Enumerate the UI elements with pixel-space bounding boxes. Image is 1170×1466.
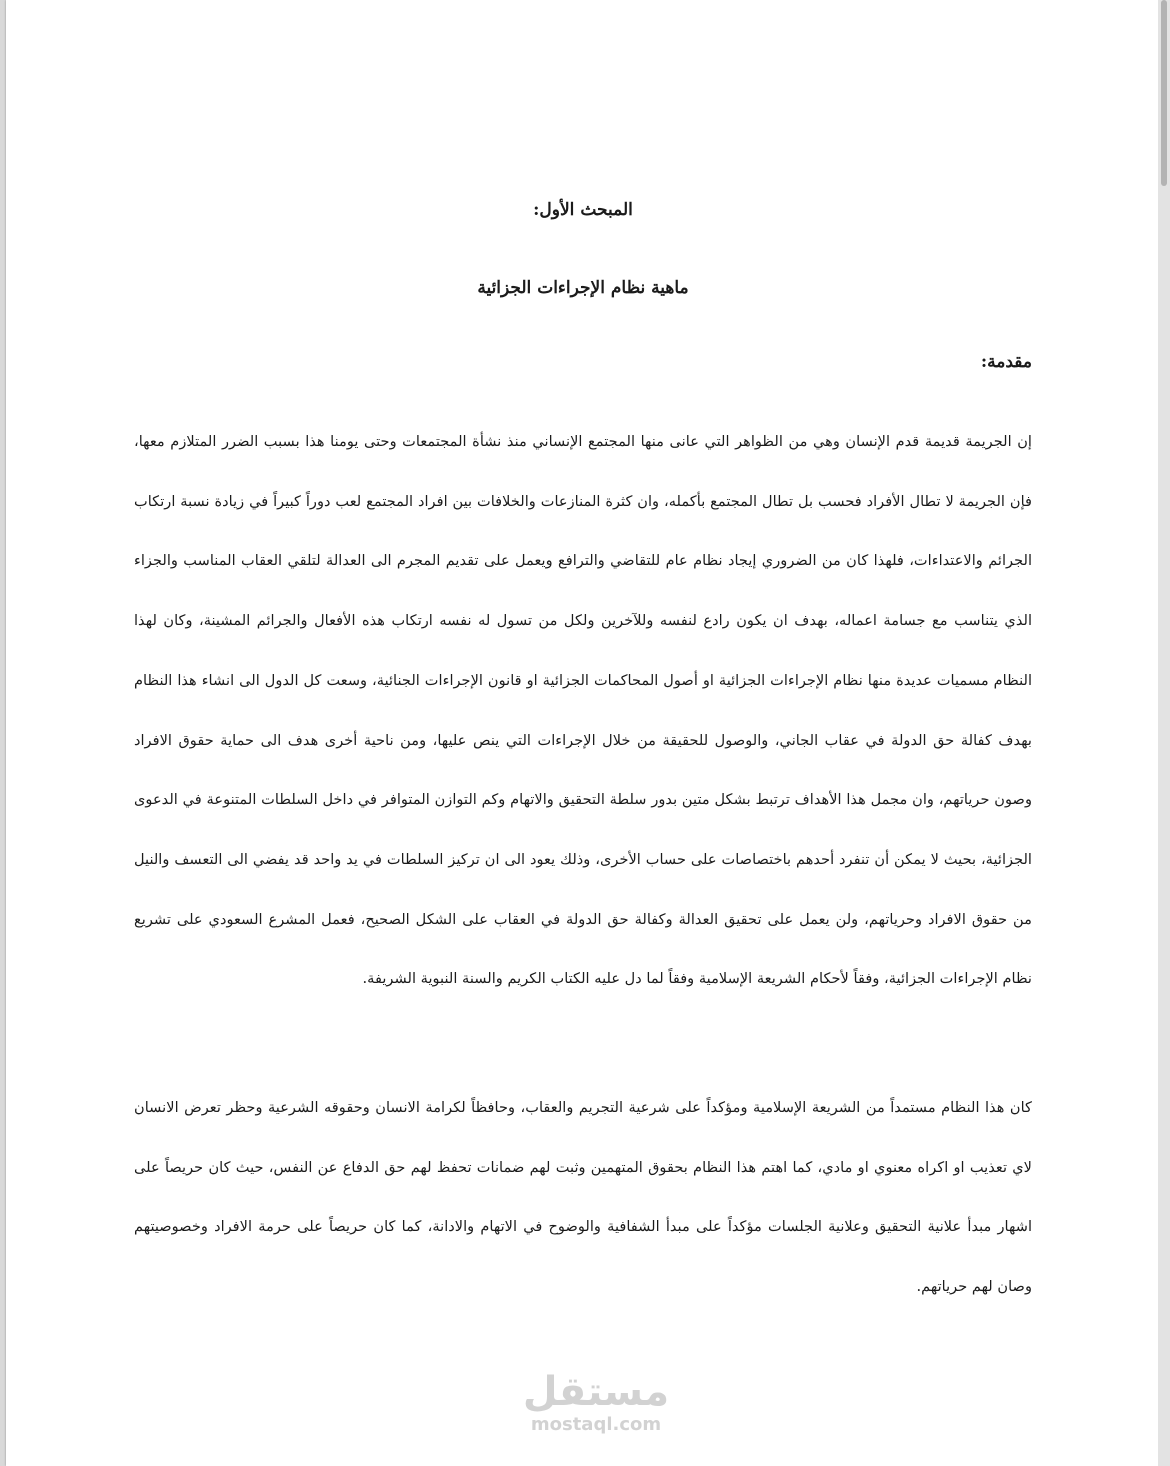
paragraph-1: إن الجريمة قديمة قدم الإنسان وهي من الظواهر التي عانى منها المجتمع الإنساني منذ نشأة المجتمعات وحتى يومنا هذا بسبب الضرر المتلازم معها، فإن الجريمة لا تطال الأفراد فحسب بل تطال المجتمع بأكمله، وان كثرة المنازعات والخلافات بين افراد المجتمع لعب دوراً كبيراً في زيادة نسبة ارتكاب الجرائم والاعتداءات، فلهذا كان من الضروري إيجاد نظام عام للتقاضي والترافع ويعمل على تقديم المجرم الى العدالة لتلقي العقاب المناسب والجزاء الذي يتناسب مع جسامة اعماله، بهدف ان يكون رادع لنفسه وللآخرين ولكل من تسول له نفسه ارتكاب هذه الأفعال والجرائم المشينة، وكان لهذا النظام مسميات عديدة منها نظام الإجراءات الجزائية او أصول المحاكمات الجزائية او قانون الإجراءات الجنائية، وسعت كل الدول الى انشاء هذا النظام بهدف كفالة حق الدولة في عقاب الجاني، والوصول للحقيقة من خلال الإجراءات التي ينص عليها، ومن ناحية أخرى هدف الى حماية حقوق الافراد وصون حرياتهم، وان مجمل هذا الأهداف ترتبط بشكل متين بدور سلطة التحقيق والاتهام وكم التوازن المتوافر في داخل السلطات المتنوعة في الدعوى الجزائية، بحيث لا يمكن أن تنفرد أحدهم باختصاصات على حساب الأخرى، وذلك يعود الى ان تركيز السلطات في يد واحد قد يفضي الى التعسف والنيل من حقوق الافراد وحرياتهم، ولن يعمل على تحقيق العدالة وكفالة حق الدولة في العقاب على الشكل الصحيح، فعمل المشرع السعودي على تشريع نظام الإجراءات الجزائية، وفقاً لأحكام الشريعة الإسلامية وفقاً لما دل عليه الكتاب الكريم والسنة النبوية الشريفة. bbox=[134, 433, 1032, 988]
document-page bbox=[6, 0, 1158, 1466]
paragraph-2: كان هذا النظام مستمداً من الشريعة الإسلامية ومؤكداً على شرعية التجريم والعقاب، وحافظاً لكرامة الانسان وحقوقه الشرعية وحظر تعرض الانسان لاي تعذيب او اكراه معنوي او مادي، كما اهتم هذا النظام بحقوق المتهمين وثبت لهم ضمانات تحفظ لهم حق الدفاع عن النفس، حيث كان حريصاً على اشهار مبدأ علانية التحقيق وعلانية الجلسات مؤكداً على مبدأ الشفافية والوضوح في الاتهام والادانة، كما كان حريصاً على حرمة الافراد وخصوصيتهم وصان لهم حرياتهم. bbox=[134, 1099, 1032, 1296]
watermark-latin: mostaql.com bbox=[530, 1414, 662, 1435]
intro-label: مقدمة: bbox=[980, 352, 1032, 372]
section-title: ماهية نظام الإجراءات الجزائية bbox=[477, 278, 689, 298]
watermark-arabic: مستقل bbox=[522, 1369, 670, 1415]
section-heading: المبحث الأول: bbox=[533, 200, 633, 220]
scrollbar-thumb[interactable] bbox=[1161, 0, 1167, 186]
mostaql-watermark bbox=[516, 1370, 676, 1436]
scrollbar-track[interactable] bbox=[1158, 0, 1170, 1466]
